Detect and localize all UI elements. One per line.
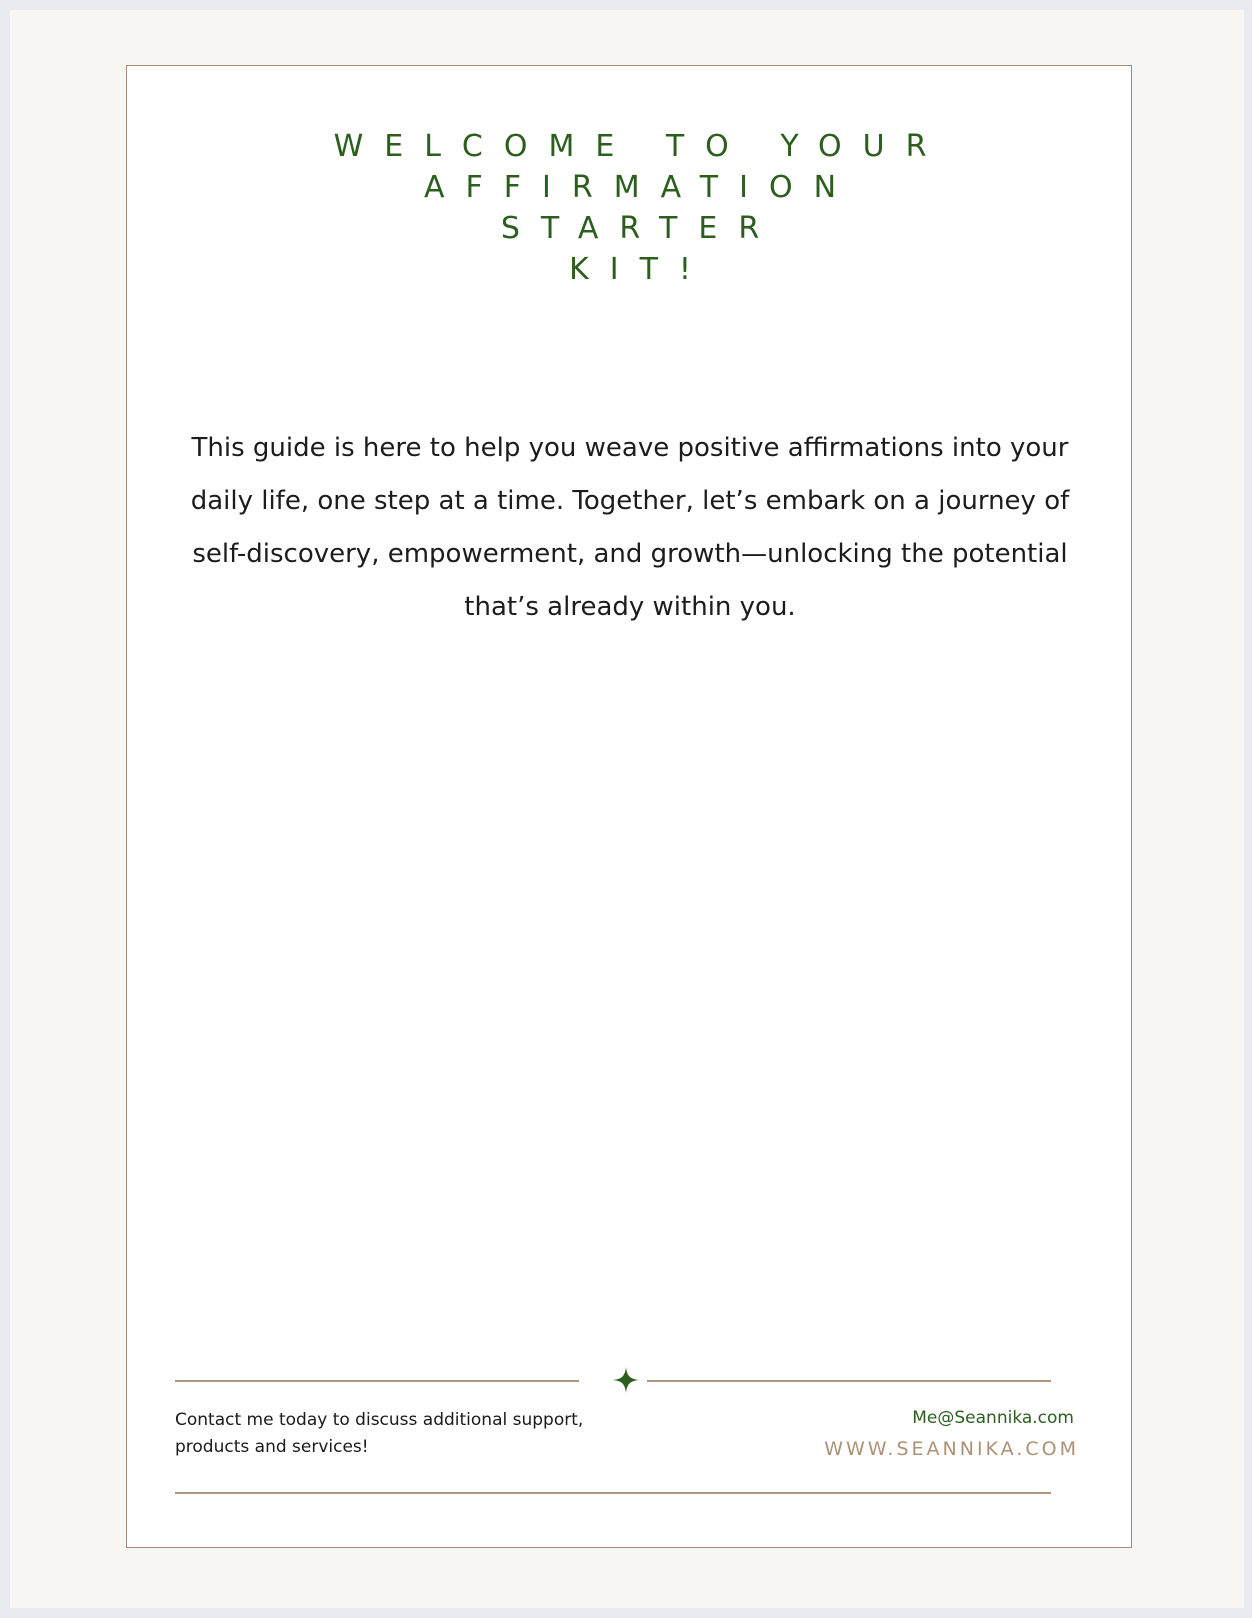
four-point-star-icon [613, 1367, 639, 1393]
intro-paragraph: This guide is here to help you weave positive affirmations into your daily life, one step at a time. Together, let’s embark on a journey of self-discovery, empowerment, and growth—unlocking the potential that’s already within you. [190, 433, 1070, 622]
footer-top-divider-right [647, 1380, 1051, 1382]
footer-top-divider-left [175, 1380, 579, 1382]
page-title [217, 126, 1043, 290]
email-link[interactable]: Me@Seannika.com [912, 1408, 1074, 1428]
contact-text: Contact me today to discuss additional support, products and services! [175, 1410, 584, 1457]
title-line-3: STARTER [500, 211, 781, 246]
title-line-4: KIT! [569, 252, 712, 287]
title-line-1: WELCOME TO YOUR [333, 129, 948, 164]
content-card [126, 65, 1132, 1548]
title-line-2: AFFIRMATION [423, 170, 858, 205]
footer-bottom-divider [175, 1492, 1051, 1494]
website-link[interactable]: WWW.SEANNIKA.COM [824, 1438, 1079, 1460]
page [10, 10, 1244, 1608]
